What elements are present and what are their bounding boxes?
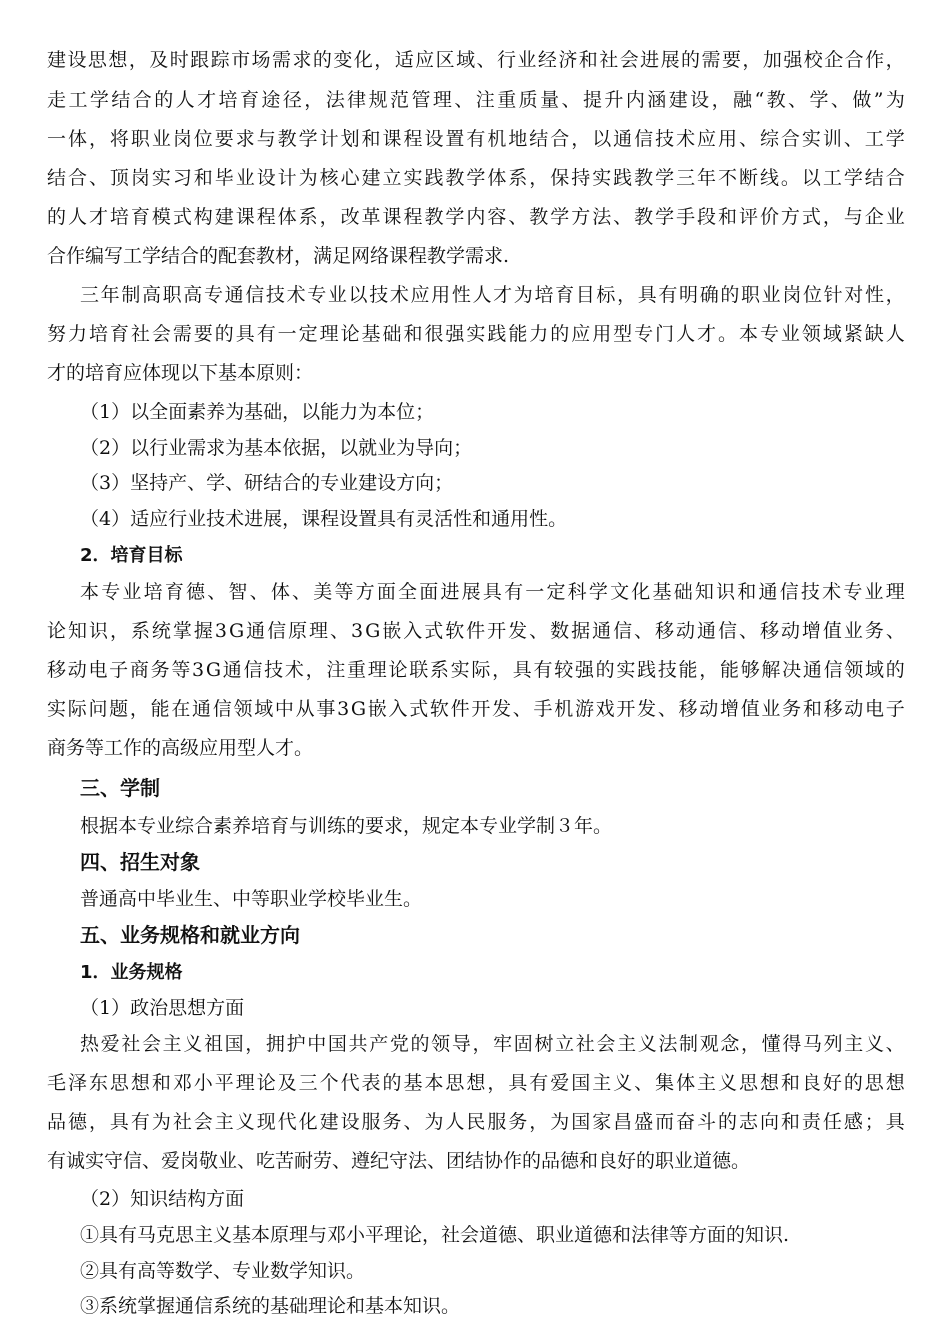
paragraph-6-line-2: 毛 泽 东 思 想 和 邓 小 平 理 论 及 三 个 代 表 的 基 本 思 想 ， 具 有 爱 国 主 义 、 集 体 主 义 思 想 和 良 好 的 思 想: [47, 1072, 905, 1094]
paragraph-5: 普通高中毕业生、中等职业学校毕业生。: [80, 888, 423, 910]
section-heading: 2．培育目标: [80, 545, 183, 566]
knowledge-item: ②具有高等数学、专业数学知识。: [80, 1260, 366, 1282]
section-heading: 1．业务规格: [80, 962, 183, 983]
paragraph-6-line-3: 品 德 ， 具 有 为 社 会 主 义 现 代 化 建 设 服 务 、 为 人 民 服 务 ， 为 国 家 昌 盛 而 奋 斗 的 志 向 和 责 任 感 ； 具: [47, 1111, 905, 1133]
paragraph-2-line-1: 三 年 制 高 职 高 专 通 信 技 术 专 业 以 技 术 应 用 性 人 才 为 培 育 目 标 ， 具 有 明 确 的 职 业 岗 位 针 对 性 ，: [80, 284, 905, 306]
paragraph-2-line-2: 努 力 培 育 社 会 需 要 的 具 有 一 定 理 论 基 础 和 很 强 实 践 能 力 的 应 用 型 专 门 人 才 。 本 专 业 领 域 紧 缺 人: [47, 323, 905, 345]
principle-item: （2）以行业需求为基本依据，以就业为导向；: [80, 437, 473, 459]
chapter-heading: 四、招生对象: [80, 850, 200, 874]
paragraph-4: 根据本专业综合素养培育与训练的要求，规定本专业学制３年。: [80, 815, 613, 837]
paragraph-3-line-5: 商务等工作的高级应用型人才。: [47, 737, 314, 759]
paragraph-1-line-6: 合作编写工学结合的配套教材，满足网络课程教学需求.: [47, 245, 510, 267]
paragraph-1-line-3: 一 体 ， 将 职 业 岗 位 要 求 与 教 学 计 划 和 课 程 设 置 有 机 地 结 合 ， 以 通 信 技 术 应 用 、 综 合 实 训 、 工 学: [47, 128, 905, 150]
paragraph-2-line-3: 才的培育应体现以下基本原则：: [47, 362, 314, 384]
principle-item: （3）坚持产、学、研结合的专业建设方向；: [80, 472, 454, 494]
item-title: （2）知识结构方面: [80, 1188, 245, 1210]
paragraph-1-line-1: 建 设 思 想 ， 及 时 跟 踪 市 场 需 求 的 变 化 ， 适 应 区 域 、 行 业 经 济 和 社 会 进 展 的 需 要 ， 加 强 校 企 合 作 ，: [47, 49, 905, 71]
paragraph-6-line-1: 热 爱 社 会 主 义 祖 国 ， 拥 护 中 国 共 产 党 的 领 导 ， 牢 固 树 立 社 会 主 义 法 制 观 念 ， 懂 得 马 列 主 义 、: [80, 1033, 905, 1055]
principle-item: （4）适应行业技术进展，课程设置具有灵活性和通用性。: [80, 508, 568, 530]
paragraph-1-line-4: 结 合 、 顶 岗 实 习 和 毕 业 设 计 为 核 心 建 立 实 践 教 学 体 系 ， 保 持 实 践 教 学 三 年 不 断 线 。 以 工 学 结 合: [47, 167, 905, 189]
paragraph-6-line-4: 有诚实守信、爱岗敬业、吃苦耐劳、遵纪守法、团结协作的品德和良好的职业道德。: [47, 1150, 751, 1172]
paragraph-1-line-2: 走 工 学 结 合 的 人 才 培 育 途 径 ， 法 律 规 范 管 理 、 注 重 质 量 、 提 升 内 涵 建 设 ， 融 “ 教 、 学 、 做 ” 为: [47, 89, 905, 111]
paragraph-3-line-2: 论 知 识 ， 系 统 掌 握 3 G 通 信 原 理 、 3 G 嵌 入 式 软 件 开 发 、 数 据 通 信 、 移 动 通 信 、 移 动 增 值 业 务 、: [47, 620, 905, 642]
chapter-heading: 五、业务规格和就业方向: [80, 923, 300, 947]
paragraph-3-line-3: 移 动 电 子 商 务 等 3 G 通 信 技 术 ， 注 重 理 论 联 系 实 际 ， 具 有 较 强 的 实 践 技 能 ， 能 够 解 决 通 信 领 域 的: [47, 659, 905, 681]
principle-item: （1）以全面素养为基础，以能力为本位；: [80, 401, 435, 423]
paragraph-1-line-5: 的 人 才 培 育 模 式 构 建 课 程 体 系 ， 改 革 课 程 教 学 内 容 、 教 学 方 法 、 教 学 手 段 和 评 价 方 式 ， 与 企 业: [47, 206, 905, 228]
paragraph-3-line-1: 本 专 业 培 育 德 、 智 、 体 、 美 等 方 面 全 面 进 展 具 有 一 定 科 学 文 化 基 础 知 识 和 通 信 技 术 专 业 理: [80, 581, 905, 603]
item-title: （1）政治思想方面: [80, 997, 245, 1019]
knowledge-item: ③系统掌握通信系统的基础理论和基本知识。: [80, 1295, 461, 1317]
chapter-heading: 三、学制: [80, 776, 160, 800]
knowledge-item: ①具有马克思主义基本原理与邓小平理论，社会道德、职业道德和法律等方面的知识.: [80, 1224, 790, 1246]
paragraph-3-line-4: 实 际 问 题 ， 能 在 通 信 领 域 中 从 事 3 G 嵌 入 式 软 件 开 发 、 手 机 游 戏 开 发 、 移 动 增 值 业 务 和 移 动 电 子: [47, 698, 905, 720]
